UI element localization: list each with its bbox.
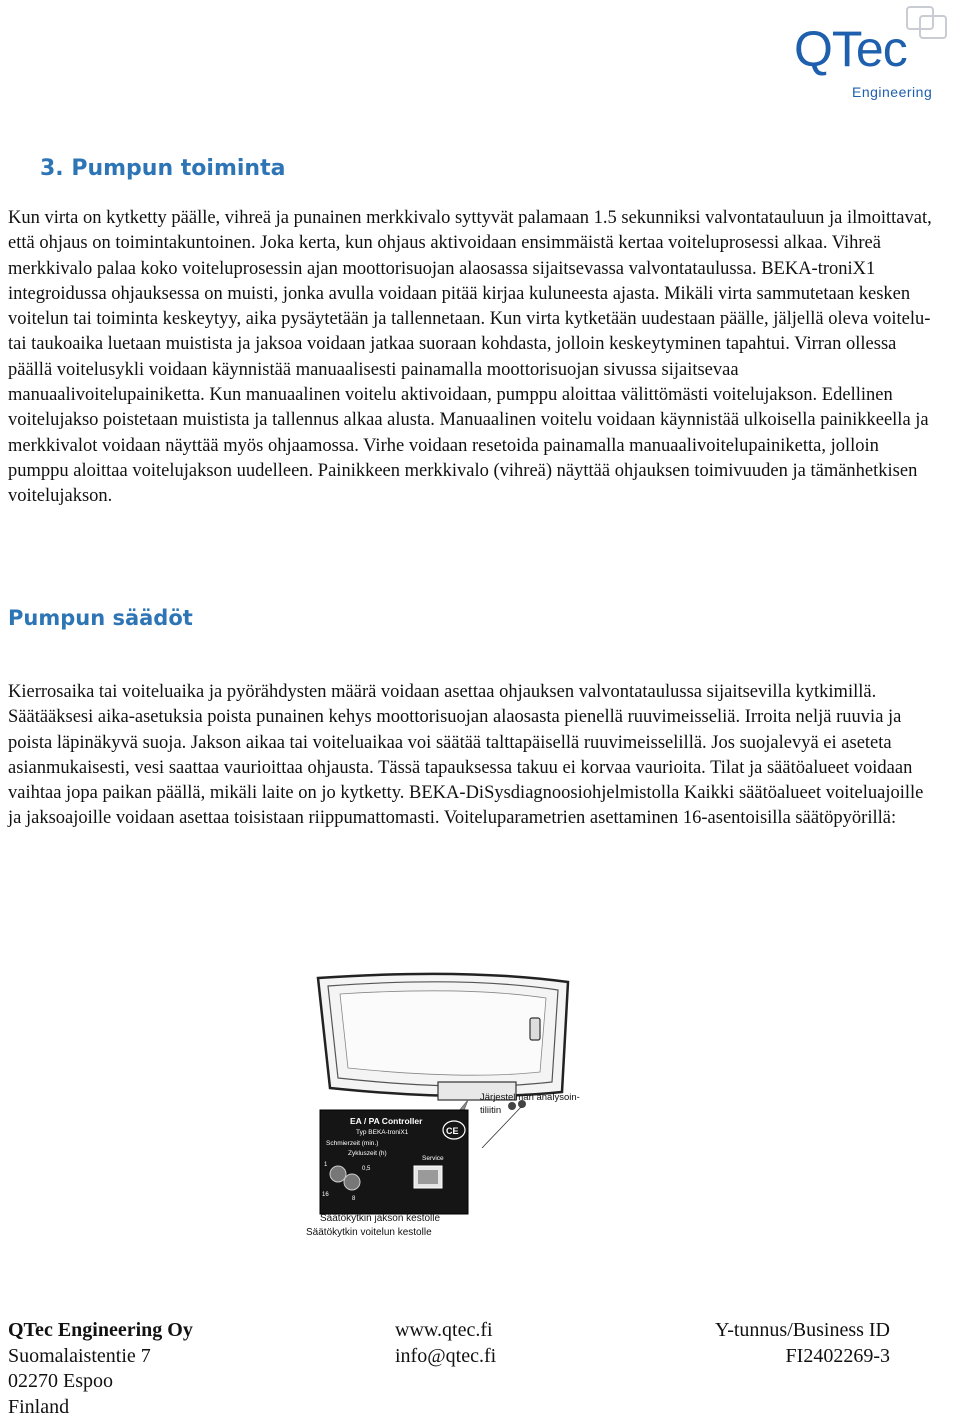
qtec-logo <box>790 2 955 102</box>
motor-cover-drawing <box>318 974 568 1110</box>
controller-illustration <box>300 960 630 1250</box>
label-zykluszeit: Zykluszeit (h) <box>348 1150 387 1157</box>
logo-corner-icon <box>906 6 948 40</box>
caption-cycle-switch: Säätökytkin jakson kestolle <box>320 1213 441 1224</box>
callout-analysis-line1: Järjestelmän analysoin- <box>480 1092 580 1103</box>
ce-mark: CE <box>446 1126 459 1136</box>
dial1-min: 1 <box>324 1162 328 1168</box>
footer-web: www.qtec.fi <box>395 1318 496 1344</box>
footer-business-id-value: FI2402269-3 <box>715 1344 890 1370</box>
paragraph-pump-settings: Kierrosaika tai voiteluaika ja pyörähdysten määrä voidaan asettaa ohjauksen valvontataulussa sijaitsevilla kytkimillä. Säätääksesi aika-asetuksia poista punainen kehys moottorisuojan alaosasta pienellä ruuvimeisseliä. Irroita neljä ruuvia ja poista läpinäkyvä suoja. Jakson aikaa tai voiteluaikaa voi säätää talttapäisellä ruuvimeisselillä. Jos suojalevyä ei aseteta asianmukaisesti, vesi saattaa vaurioittaa ohjausta. Tässä tapauksessa takuu ei korvaa vaurioita. Tilat ja säätöalueet voidaan vaihtaa jopa paikan päällä, mikäli laite on jo kytketty. BEKA-DiSysdiagnoosiohjelmistolla Kaikki säätöalueet voiteluajoille ja jaksoajoille voidaan asettaa toisistaan riippumattomasti. Voiteluparametrien asettaminen 16-asentoisilla säätöpyörillä: <box>8 680 938 832</box>
footer-country: Finland <box>8 1395 193 1420</box>
caption-lube-switch: Säätökytkin voitelun kestolle <box>306 1227 432 1238</box>
footer-business-id-label: Y-tunnus/Business ID <box>715 1318 890 1344</box>
label-service: Service <box>422 1155 444 1162</box>
callout-analysis-connector <box>480 1092 582 1116</box>
footer-address <box>8 1318 193 1420</box>
dial-cycle-time <box>344 1174 360 1190</box>
logo-wordmark: QTec <box>794 24 907 74</box>
label-schmierzeit: Schmierzeit (min.) <box>326 1140 378 1147</box>
footer-business-id <box>715 1318 890 1369</box>
logo-tagline: Engineering <box>852 84 932 100</box>
footer-contact <box>395 1318 496 1369</box>
panel-type: Typ BEKA-troniX1 <box>356 1129 409 1136</box>
panel-title: EA / PA Controller <box>350 1116 423 1126</box>
dial1-max: 16 <box>322 1192 329 1198</box>
section-heading: 3. Pumpun toiminta <box>40 156 285 181</box>
subheading-pump-settings: Pumpun säädöt <box>8 606 193 630</box>
dial2-max: 8 <box>352 1196 356 1202</box>
footer-email: info@qtec.fi <box>395 1344 496 1370</box>
callout-analysis-line2: tiliitin <box>480 1105 501 1116</box>
dial-lube-time <box>330 1166 346 1182</box>
footer-street: Suomalaistentie 7 <box>8 1344 193 1370</box>
dial2-min: 0,5 <box>362 1166 371 1172</box>
footer-company: QTec Engineering Oy <box>8 1318 193 1344</box>
paragraph-pump-operation: Kun virta on kytketty päälle, vihreä ja punainen merkkivalo syttyvät palamaan 1.5 sekunniksi valvontatauluun ja ilmoittavat, että ohjaus on toimintakuntoinen. Joka kerta, kun ohjaus aktivoidaan ensimmäistä kertaa voiteluprosessi alkaa. Vihreä merkkivalo palaa koko voiteluprosessin ajan moottorisuojan alaosassa sijaitsevassa valvontataulussa. BEKA-troniX1 integroidussa ohjauksessa on muisti, jonka avulla voidaan pitää kirjaa kuluneesta ajasta. Mikäli virta sammutetaan kesken voitelun tai toiminta keskeytyy, aika pysäytetään ja tallennetaan. Kun virta kytketään uudestaan päälle, jäljellä oleva voitelu- tai taukoaika luetaan muistista ja jaksoa voidaan jatkaa suoraan kohdasta, jolloin keskeytyminen tapahtui. Virran ollessa päällä voitelusykli voidaan käynnistää manuaalisesti painamalla moottorisuojan sivussa sijaitsevaa manuaalivoitelupainiketta. Kun manuaalinen voitelu aktivoidaan, pumppu aloittaa välittömästi voitelujakson. Edellinen voitelujakso poistetaan muistista ja tallennus alkaa alusta. Manuaalinen voitelu voidaan käynnistää ulkoisella painikkeella ja merkkivalot voidaan näyttää myös ohjaamossa. Virhe voidaan resetoida painamalla manuaalivoitelupainiketta, jolloin pumppu aloittaa voitelujakson uudelleen. Painikkeen merkkivalo (vihreä) näyttää ohjauksen toimivuuden ja tämänhetkisen voitelujakson. <box>8 206 938 510</box>
footer-postal: 02270 Espoo <box>8 1369 193 1395</box>
page-footer <box>0 1318 960 1418</box>
